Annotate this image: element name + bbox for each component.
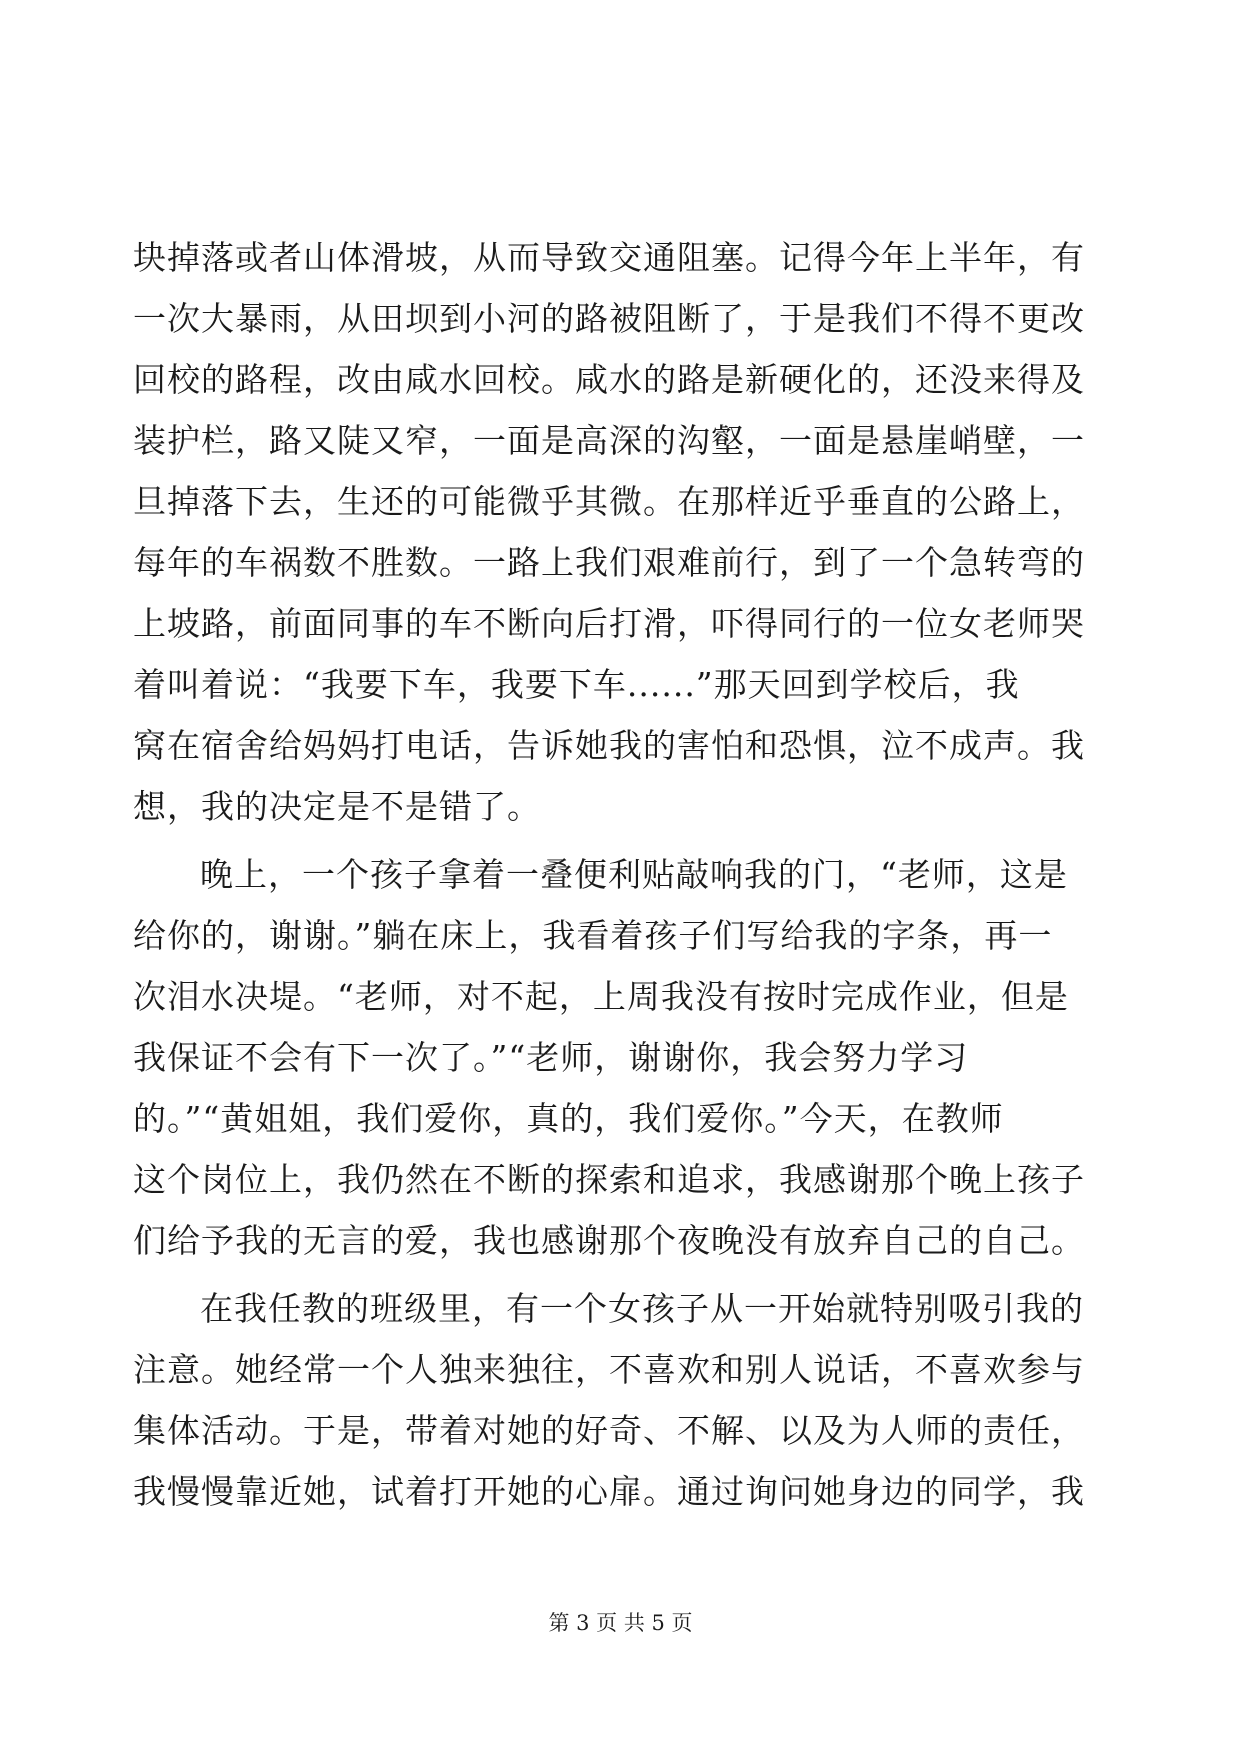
page-number-footer: 第 3 页 共 5 页 (548, 1611, 693, 1635)
text-line: 块掉落或者山体滑坡，从而导致交通阻塞。记得今年上半年，有 (133, 238, 1085, 277)
text-line: 次泪水决堤。“老师，对不起，上周我没有按时完成作业，但是 (133, 977, 1069, 1016)
text-line: 旦掉落下去，生还的可能微乎其微。在那样近乎垂直的公路上， (133, 482, 1085, 521)
text-line: 着叫着说：“我要下车，我要下车......”那天回到学校后，我 (133, 665, 1020, 704)
text-line: 给你的，谢谢。”躺在床上，我看着孩子们写给我的字条，再一 (133, 916, 1053, 955)
text-line: 们给予我的无言的爱，我也感谢那个夜晚没有放弃自己的自己。 (133, 1221, 1085, 1260)
text-line: 装护栏，路又陡又窄，一面是高深的沟壑，一面是悬崖峭壁，一 (133, 421, 1085, 460)
text-line: 回校的路程，改由咸水回校。咸水的路是新硬化的，还没来得及 (133, 360, 1085, 399)
text-line: 上坡路，前面同事的车不断向后打滑，吓得同行的一位女老师哭 (133, 604, 1085, 643)
paragraph-first-line: 晚上，一个孩子拿着一叠便利贴敲响我的门，“老师，这是 (200, 855, 1068, 894)
text-line: 的。”“黄姐姐，我们爱你，真的，我们爱你。”今天，在教师 (133, 1099, 1004, 1138)
text-line: 集体活动。于是，带着对她的好奇、不解、以及为人师的责任， (133, 1411, 1085, 1450)
text-line: 一次大暴雨，从田坝到小河的路被阻断了，于是我们不得不更改 (133, 299, 1085, 338)
text-line: 窝在宿舍给妈妈打电话，告诉她我的害怕和恐惧，泣不成声。我 (133, 726, 1085, 765)
text-line: 这个岗位上，我仍然在不断的探索和追求，我感谢那个晚上孩子 (133, 1160, 1085, 1199)
text-line: 想，我的决定是不是错了。 (133, 787, 541, 826)
text-line: 我慢慢靠近她，试着打开她的心扉。通过询问她身边的同学，我 (133, 1472, 1085, 1511)
text-line: 注意。她经常一个人独来独往，不喜欢和别人说话，不喜欢参与 (133, 1350, 1085, 1389)
text-line: 每年的车祸数不胜数。一路上我们艰难前行，到了一个急转弯的 (133, 543, 1085, 582)
text-line: 我保证不会有下一次了。”“老师，谢谢你，我会努力学习 (133, 1038, 969, 1077)
paragraph-first-line: 在我任教的班级里，有一个女孩子从一开始就特别吸引我的 (200, 1289, 1084, 1328)
